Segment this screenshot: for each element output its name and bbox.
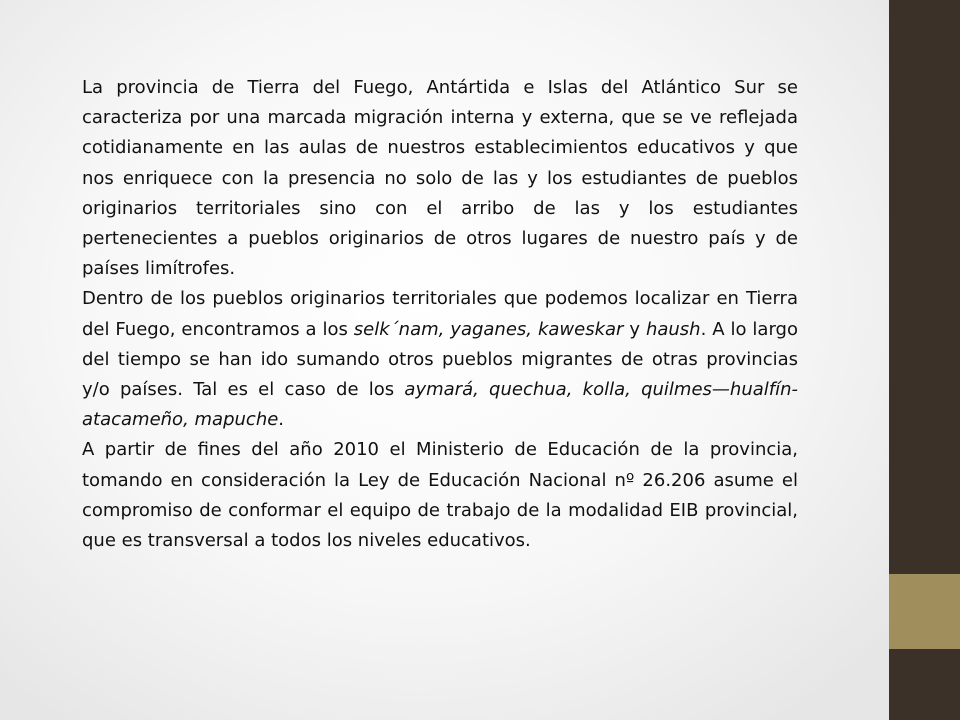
text-run-italic: haush [645, 318, 701, 340]
paragraph-migration [82, 73, 798, 284]
paragraph-ministry [82, 435, 798, 556]
side-panel-dark [889, 0, 960, 574]
text-run: A partir de fines del año 2010 el Ministerio de Educación de la provincia, tomando en consideración la Ley de Educación Nacional nº 26.206 asume el compromiso de conformar el equipo de trabajo de la modalidad EIB provincial, que es transversal a todos los niveles educativos. [82, 439, 798, 552]
text-run: . A lo largo del tiempo se han ido sumando otros pueblos migrantes de otras provincias y/o países. Tal es el caso de los [82, 318, 798, 401]
side-panel-accent [889, 574, 960, 649]
text-run: La provincia de Tierra del Fuego, Antártida e Islas del Atlántico Sur se caracteriza por una marcada migración interna y externa, que se ve reflejada cotidianamente en las aulas de nuestros establecimientos educativos y que nos enriquece con la presencia no solo de las y los estudiantes de pueblos originarios territoriales sino con el arribo de las y los estudiantes pertenecientes a pueblos originarios de otros lugares de nuestro país y de países limítrofes. [82, 77, 798, 280]
text-body [82, 73, 798, 556]
paragraph-native-peoples [82, 284, 798, 435]
text-run-italic: selk´nam, yaganes, kaweskar [353, 318, 624, 340]
text-run: . [278, 409, 285, 431]
side-panel-dark-bottom [889, 649, 960, 720]
text-run: y [623, 318, 646, 340]
text-run: Dentro de los pueblos originarios territoriales que podemos localizar en Tierra del Fuego, encontramos a los [82, 288, 798, 340]
text-run-italic: aymará, quechua, kolla, quilmes—hualfín-atacameño, mapuche [82, 379, 799, 431]
